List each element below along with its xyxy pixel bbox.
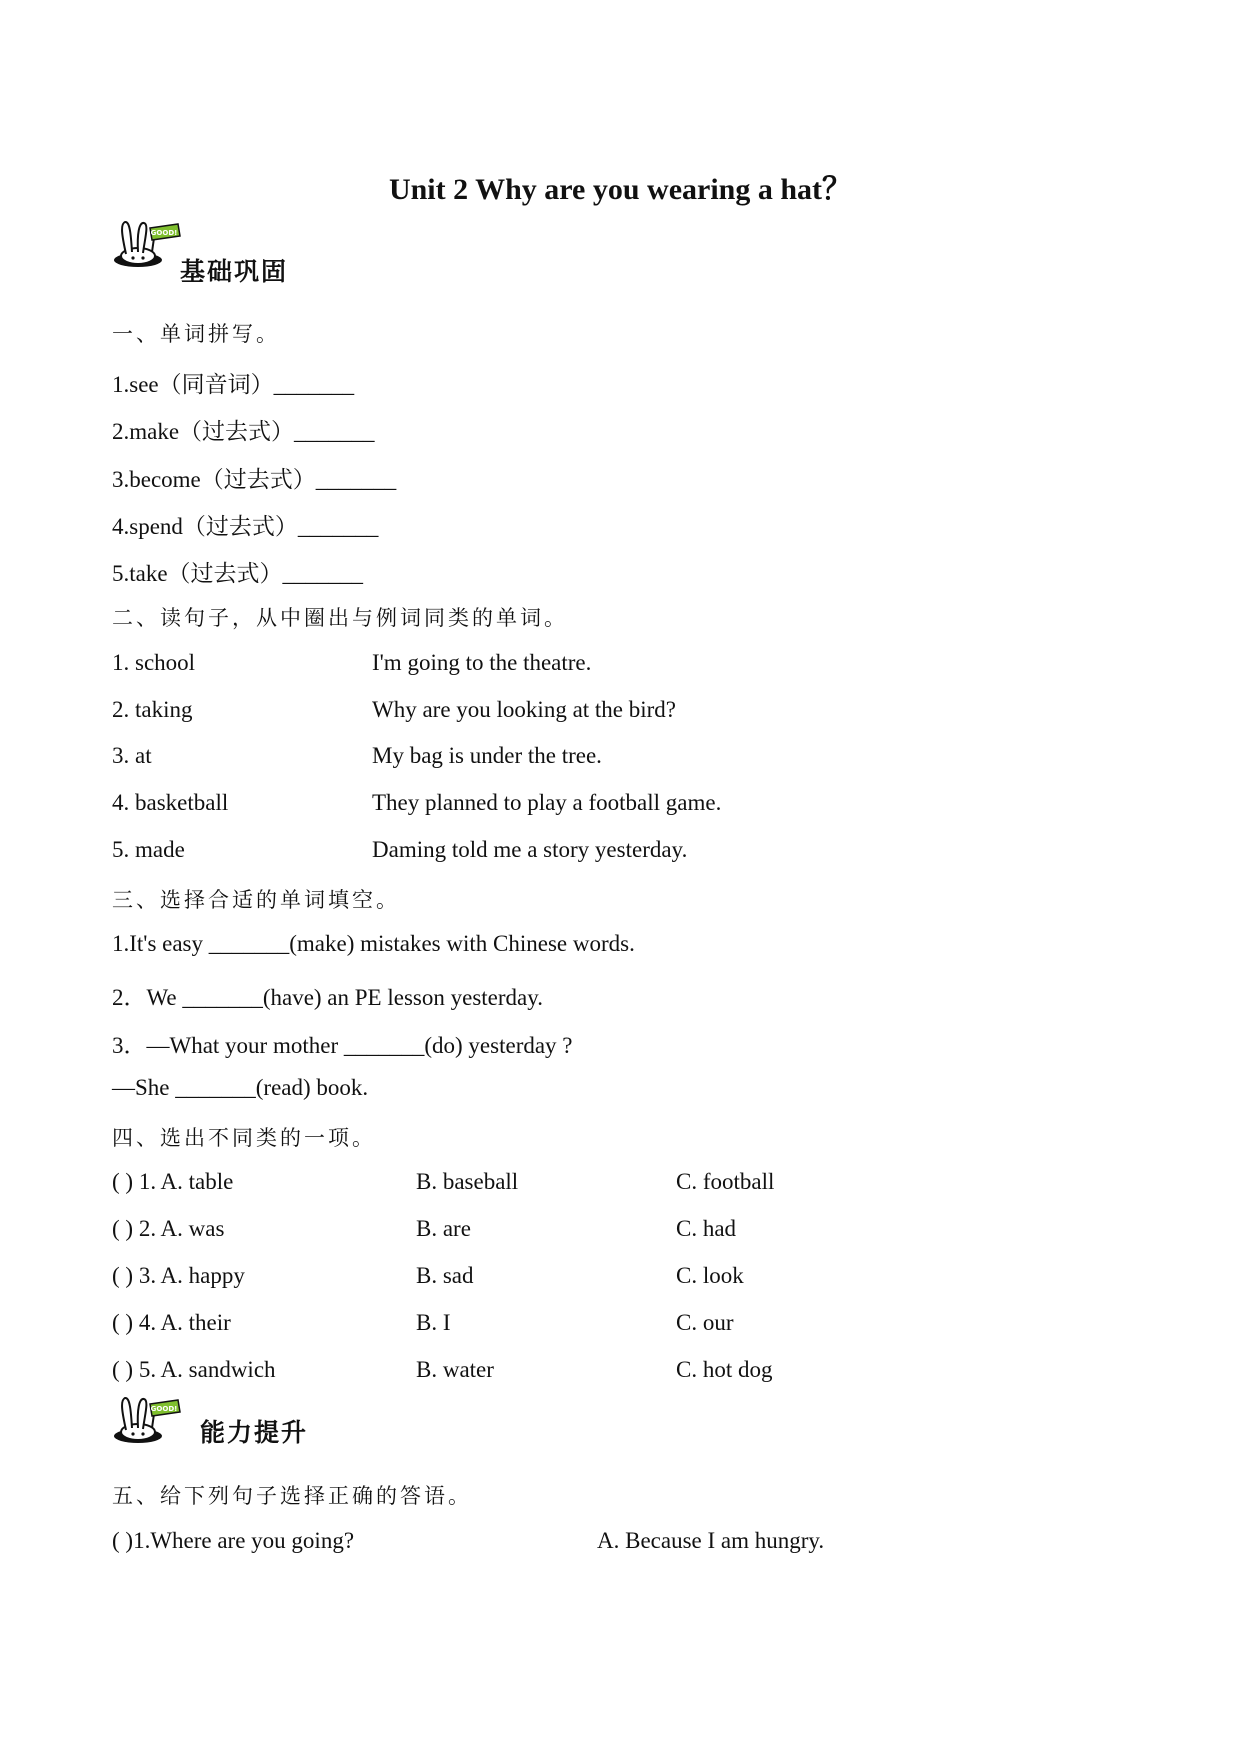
q2-heading: 二、读句子，从中圈出与例词同类的单词。: [112, 606, 568, 630]
q1-item: 4.spend（过去式）_______: [112, 514, 379, 539]
q3-heading: 三、选择合适的单词填空。: [112, 888, 400, 912]
q2-sentence: Why are you looking at the bird?: [372, 697, 677, 722]
q2-sentence: They planned to play a football game.: [372, 790, 722, 815]
section-heading-basic: 基础巩固: [180, 257, 289, 286]
q2-sentence: I'm going to the theatre.: [372, 650, 592, 675]
q5-heading: 五、给下列句子选择正确的答语。: [112, 1484, 472, 1508]
q1-item: 2.make（过去式）_______: [112, 419, 375, 444]
q4-option-a: ( ) 2. A. was: [112, 1216, 225, 1241]
q5-answer: A. Because I am hungry.: [597, 1528, 825, 1553]
q4-option-b: B. are: [416, 1216, 471, 1241]
logo-text: GOOD!: [150, 1405, 178, 1413]
q3-item: —She _______(read) book.: [112, 1075, 369, 1100]
q2-sentence: My bag is under the tree.: [372, 743, 602, 768]
q3-item: 3．—What your mother _______(do) yesterday ?: [112, 1033, 573, 1058]
q2-word: 2. taking: [112, 697, 193, 722]
q1-heading: 一、单词拼写。: [112, 322, 280, 346]
q4-option-c: C. our: [676, 1310, 734, 1335]
q3-item: 1.It's easy _______(make) mistakes with Chinese words.: [112, 931, 635, 956]
q4-option-c: C. look: [676, 1263, 744, 1288]
q4-option-c: C. had: [676, 1216, 737, 1241]
q1-item: 1.see（同音词）_______: [112, 372, 355, 397]
q4-option-a: ( ) 3. A. happy: [112, 1263, 245, 1288]
q1-item: 3.become（过去式）_______: [112, 467, 397, 492]
q4-option-b: B. sad: [416, 1263, 474, 1288]
q4-option-c: C. football: [676, 1169, 775, 1194]
q5-question: ( )1.Where are you going?: [112, 1528, 355, 1553]
rabbit-good-logo: [112, 1394, 186, 1446]
q2-word: 5. made: [112, 837, 185, 862]
page-title: Unit 2 Why are you wearing a hat？: [388, 173, 853, 206]
rabbit-good-logo: [112, 218, 186, 270]
q4-heading: 四、选出不同类的一项。: [112, 1126, 376, 1150]
q1-item: 5.take（过去式）_______: [112, 561, 364, 586]
logo-text: GOOD!: [150, 229, 178, 237]
q4-option-b: B. baseball: [416, 1169, 519, 1194]
q2-sentence: Daming told me a story yesterday.: [372, 837, 688, 862]
q2-word: 1. school: [112, 650, 196, 675]
q4-option-a: ( ) 1. A. table: [112, 1169, 234, 1194]
q2-word: 4. basketball: [112, 790, 229, 815]
q4-option-a: ( ) 5. A. sandwich: [112, 1357, 276, 1382]
q4-option-c: C. hot dog: [676, 1357, 773, 1382]
q4-option-b: B. I: [416, 1310, 451, 1335]
q4-option-a: ( ) 4. A. their: [112, 1310, 231, 1335]
q4-option-b: B. water: [416, 1357, 494, 1382]
q2-word: 3. at: [112, 743, 152, 768]
section-heading-advanced: 能力提升: [200, 1418, 309, 1447]
q3-item: 2．We _______(have) an PE lesson yesterday.: [112, 985, 543, 1010]
